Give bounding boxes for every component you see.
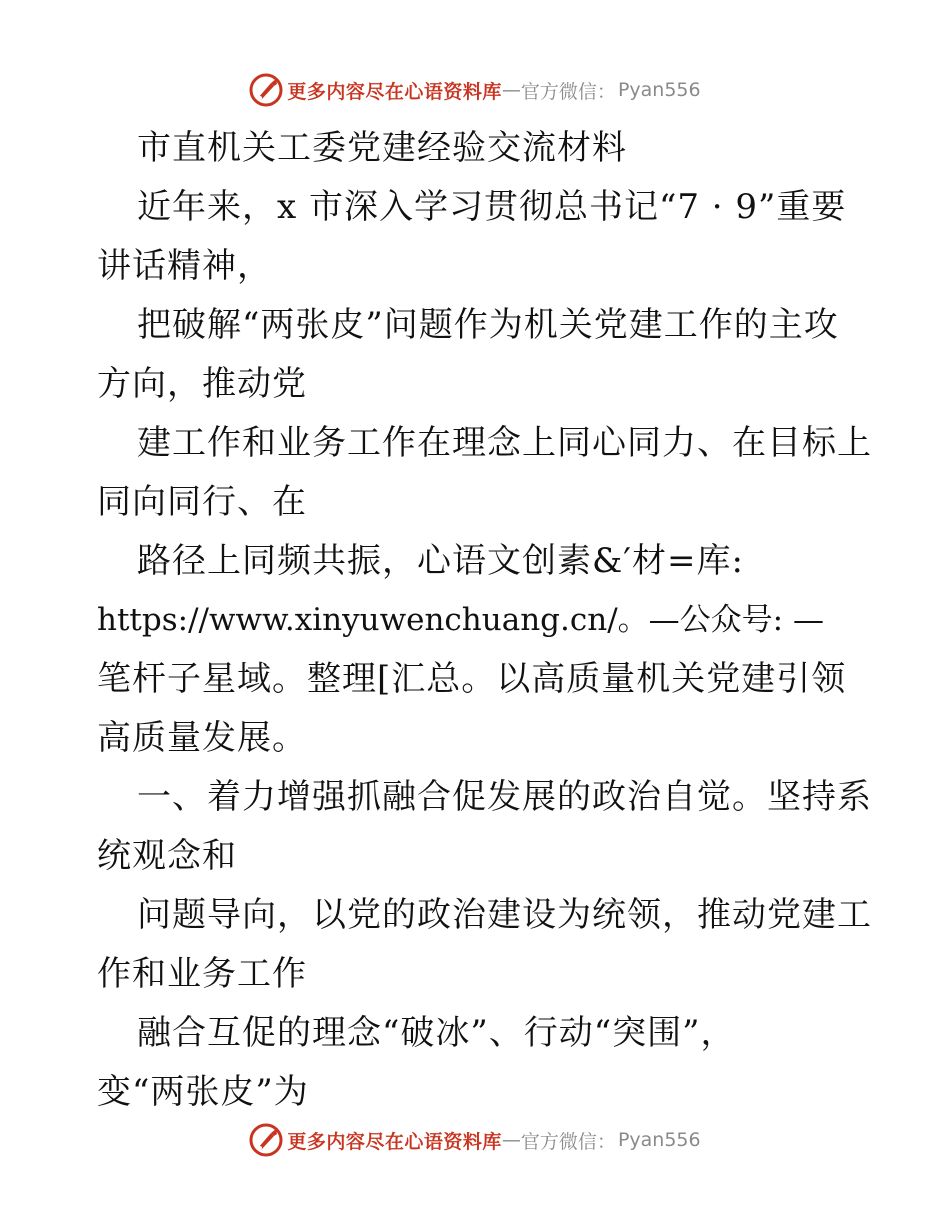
watermark-wechat-id: Pyan556: [617, 79, 701, 101]
paragraph-line: 建工作和业务工作在理念上同心同力、在目标上: [137, 423, 872, 463]
document-title: 市直机关工委党建经验交流材料: [137, 128, 627, 168]
quill-pen-logo-icon: [249, 73, 283, 107]
document-body: [97, 124, 872, 1127]
watermark-dash: —: [501, 1129, 521, 1151]
paragraph-line-url: https://www.xinyuwenchuang.cn/。—公众号: —: [97, 602, 824, 638]
paragraph-line: 笔杆子星域。整理[汇总。以高质量机关党建引领: [97, 659, 847, 699]
paragraph-line: 同向同行、在: [97, 482, 307, 522]
watermark-wechat-id: Pyan556: [617, 1129, 701, 1151]
watermark-red-text: 更多内容尽在心语资料库: [287, 80, 502, 103]
paragraph-line: 作和业务工作: [97, 954, 307, 994]
paragraph-line: 路径上同频共振，心语文创素&′材=库:: [137, 541, 744, 581]
paragraph-line: 近年来，x 市深入学习贯彻总书记“7 · 9”重要: [137, 187, 847, 227]
paragraph-line: 讲话精神，: [97, 246, 272, 286]
paragraph-line: 变“两张皮”为: [97, 1072, 309, 1112]
quill-pen-logo-icon: [249, 1123, 283, 1157]
paragraph-line: 方向，推动党: [97, 364, 307, 404]
footer-watermark-banner: [0, 1120, 950, 1160]
watermark-red-text: 更多内容尽在心语资料库: [287, 1130, 502, 1153]
paragraph-line: 把破解“两张皮”问题作为机关党建工作的主攻: [137, 305, 839, 345]
watermark-dash: —: [501, 79, 521, 101]
header-watermark-banner: [0, 70, 950, 110]
paragraph-line: 统观念和: [97, 836, 237, 876]
section-heading-line: 一、着力增强抓融合促发展的政治自觉。坚持系: [137, 777, 872, 817]
watermark-wechat-label: 官方微信：: [520, 1130, 616, 1153]
paragraph-line: 高质量发展。: [97, 718, 307, 758]
paragraph-line: 融合互促的理念“破冰”、行动“突围”，: [137, 1013, 736, 1053]
paragraph-line: 问题导向，以党的政治建设为统领，推动党建工: [137, 895, 872, 935]
watermark-wechat-label: 官方微信：: [520, 80, 616, 103]
